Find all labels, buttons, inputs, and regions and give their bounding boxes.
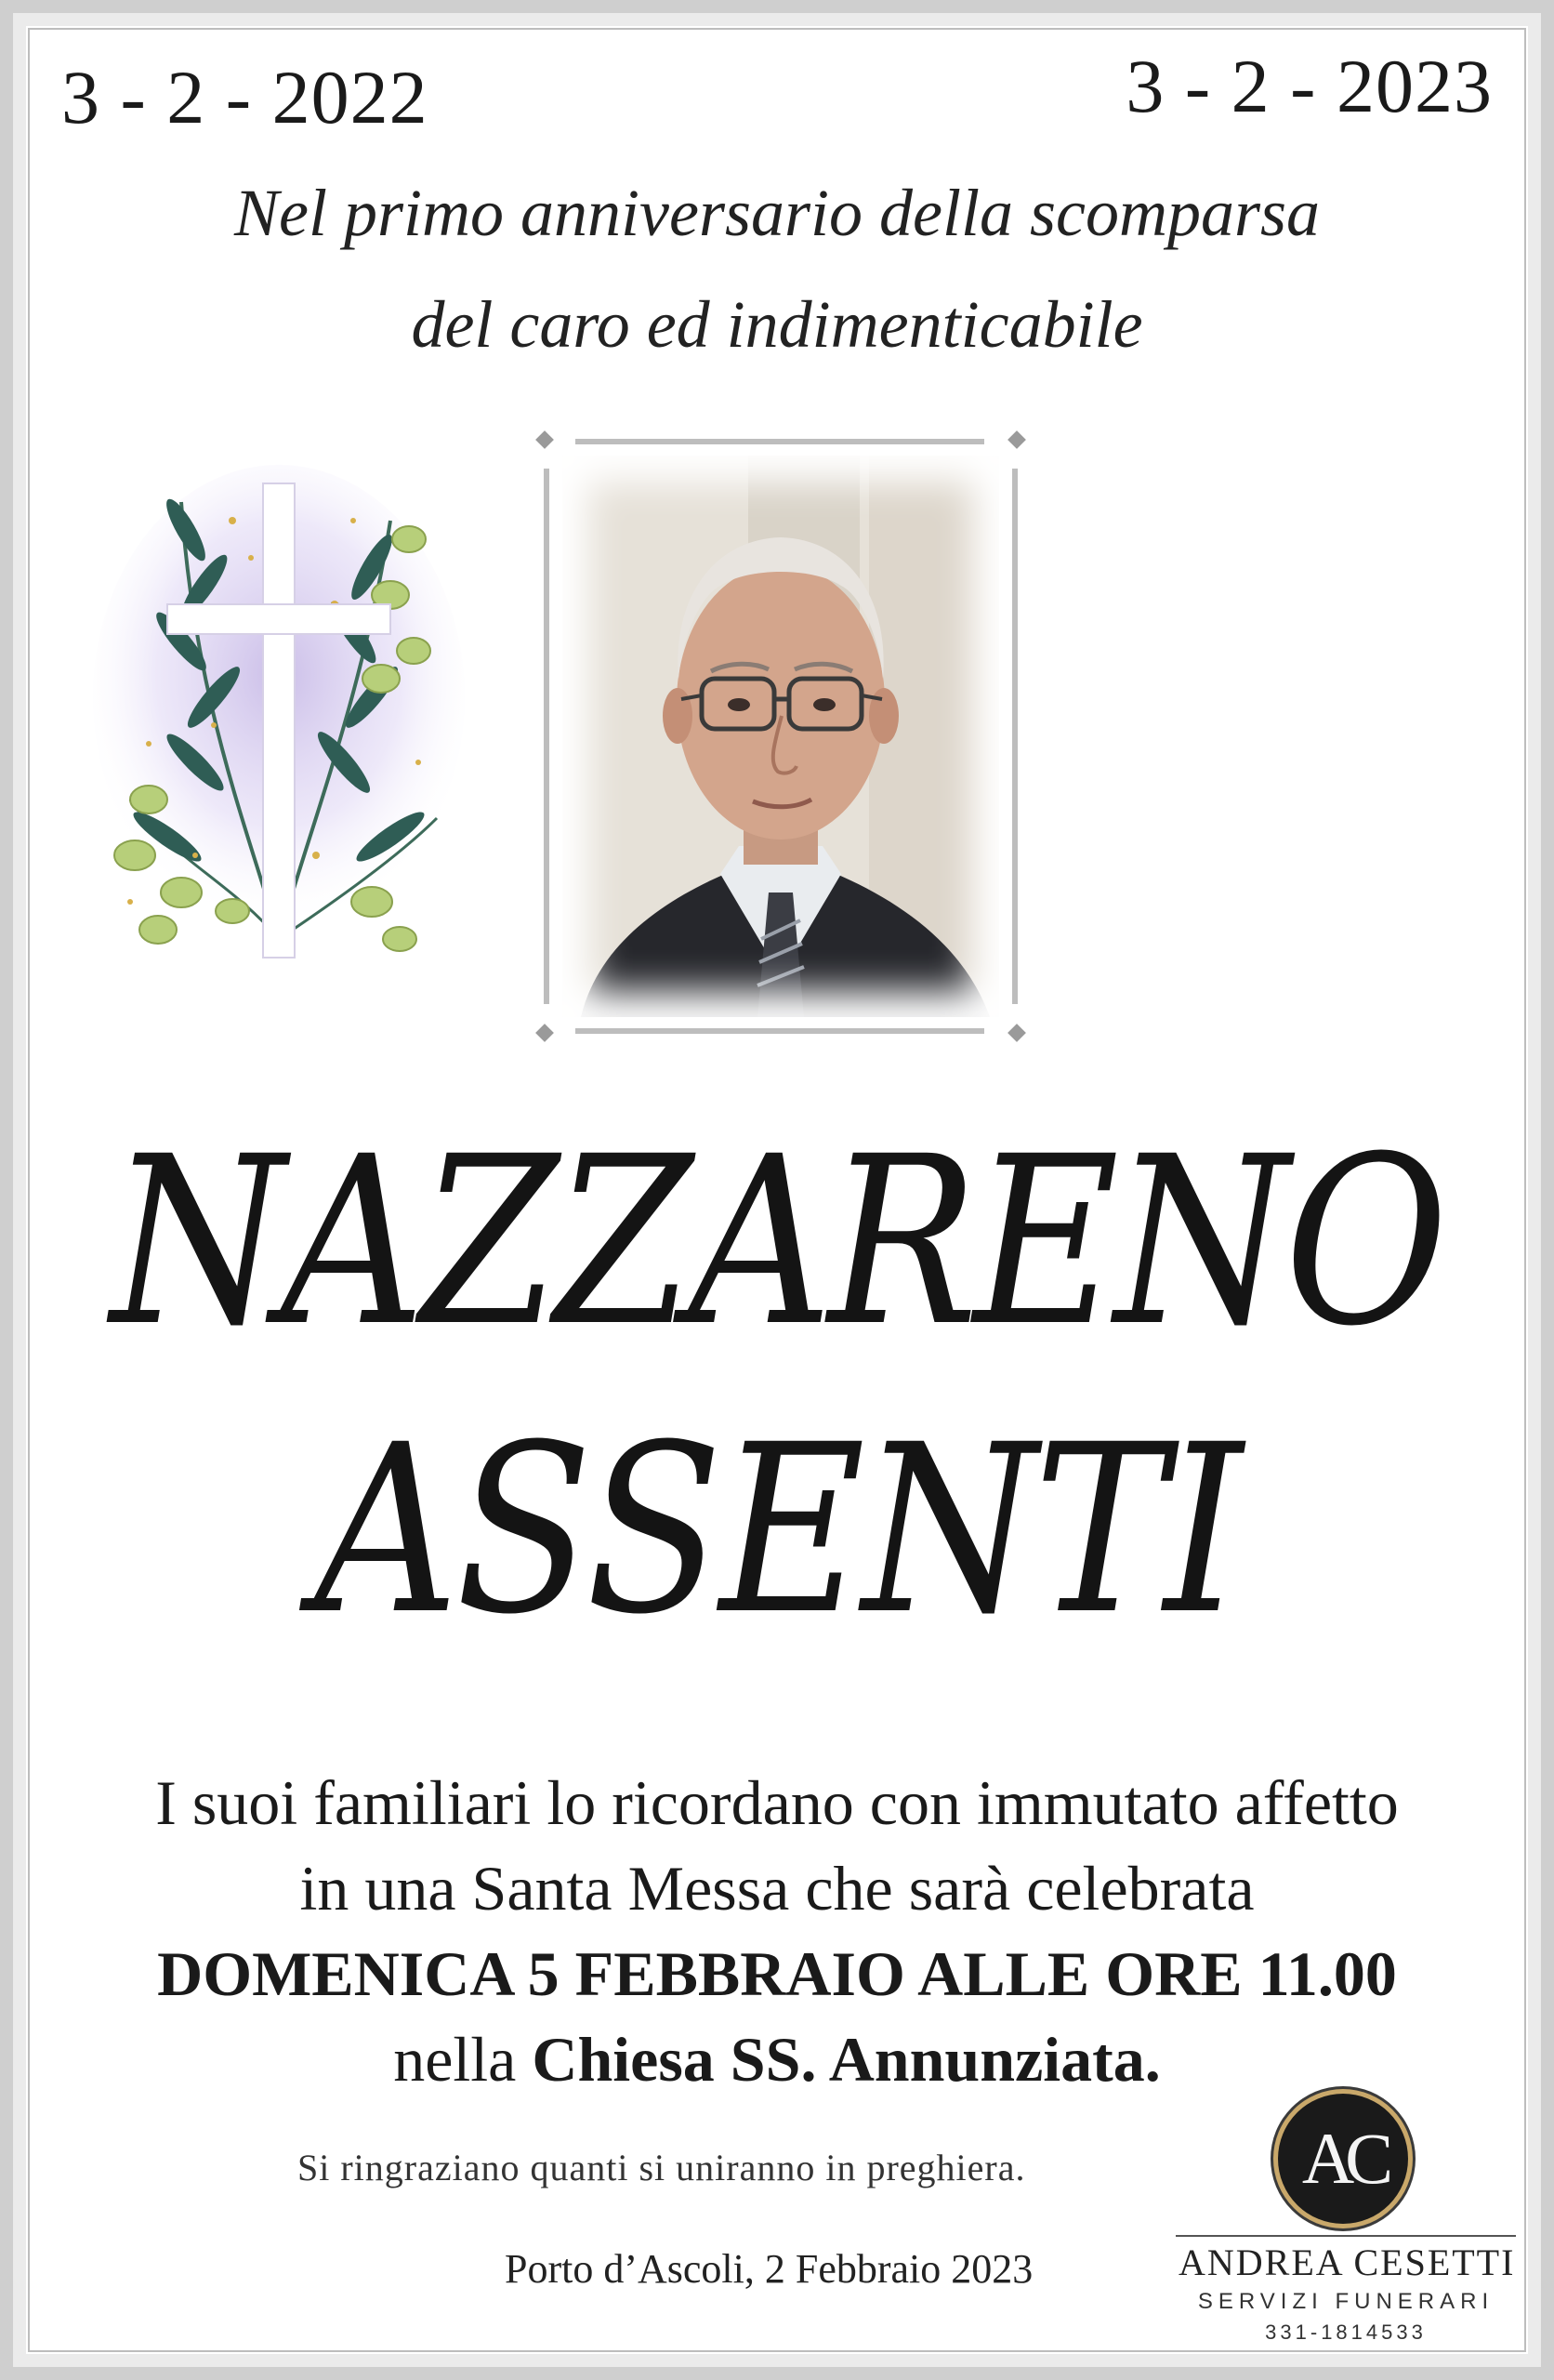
deceased-first-name: NAZZARENO	[110, 1106, 1444, 1377]
photo-vignette	[562, 456, 999, 1017]
portrait-photo	[562, 456, 999, 1017]
funeral-home-name: ANDREA CESETTI	[1179, 2241, 1516, 2283]
mass-datetime: DOMENICA 5 FEBBRAIO ALLE ORE 11.00	[157, 1938, 1397, 2009]
thanks-note: Si ringraziano quanti si uniranno in preghiera.	[297, 2147, 1026, 2188]
logo-monogram: AC	[1301, 2118, 1385, 2199]
church-prefix: nella	[393, 2024, 533, 2095]
cross-with-leaves-icon	[93, 465, 483, 985]
message-line-1: I suoi familiari lo ricordano con immutato affetto	[155, 1767, 1399, 1838]
funeral-home-logo	[1278, 2094, 1408, 2224]
portrait-frame	[534, 430, 1027, 1043]
funeral-home-phone: 331-1814533	[1265, 2320, 1427, 2344]
deceased-last-name: ASSENTI	[314, 1395, 1240, 1665]
intro-line-2: del caro ed indimenticabile	[411, 287, 1143, 362]
church-name: Chiesa SS. Annunziata.	[532, 2024, 1161, 2095]
logo-divider	[1176, 2235, 1516, 2237]
message-line-2: in una Santa Messa che sarà celebrata	[299, 1853, 1255, 1924]
place-and-date: Porto d’Ascoli, 2 Febbraio 2023	[505, 2246, 1034, 2292]
message-line-4	[0, 2023, 1554, 2096]
intro-line-1: Nel primo anniversario della scomparsa	[234, 176, 1320, 250]
funeral-home-subtitle: SERVIZI FUNERARI	[1197, 2289, 1495, 2314]
start-date: 3 - 2 - 2022	[61, 55, 428, 139]
end-date: 3 - 2 - 2023	[1126, 44, 1493, 128]
